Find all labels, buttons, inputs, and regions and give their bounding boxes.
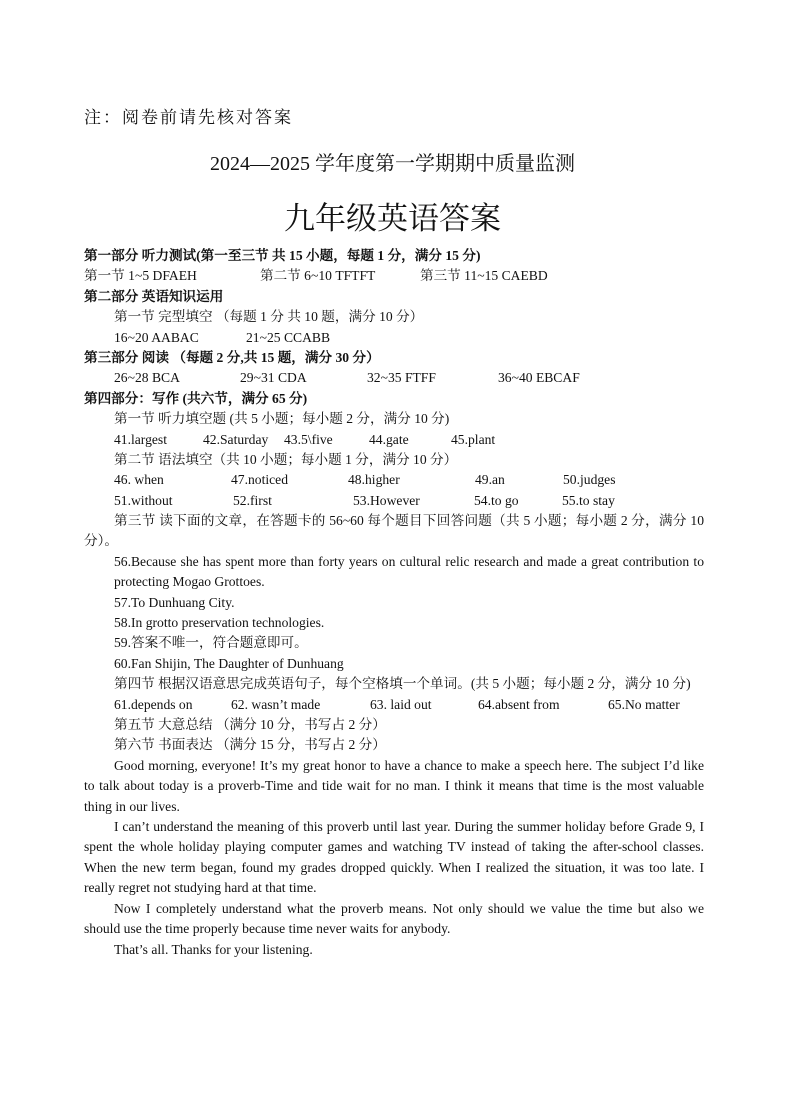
note-check-answers: 注：阅卷前请先核对答案: [84, 108, 293, 127]
essay-paragraph: I can’t understand the meaning of this proverb until last year. During the summer holiday before Grade 9, I spent the whole holiday playing computer games and watching TV instead of taking the after-school classes. When the new term began, found my grades dropped quickly. When I realized the situation, it was too late. I really regret not studying hard at that time.: [84, 819, 704, 896]
answer-48: 48.higher: [348, 472, 400, 488]
answer-51: 51.without: [114, 492, 173, 508]
part4-section3: 第三节 读下面的文章，在答题卡的 56~60 每个题目下回答问题（共 5 小题；每小题 2 分，满分 10 分）。: [84, 513, 704, 549]
part2-answer-16-20: 16~20 AABAC: [114, 329, 199, 345]
part3-answer: 36~40 EBCAF: [498, 370, 580, 386]
essay-paragraph: Good morning, everyone! It’s my great honor to have a chance to make a speech here. The subject I’d like to talk about today is a proverb-Time and tide wait for no man. I think it means that time is the most valuable thing in our lives.: [84, 757, 704, 814]
answer-43: 43.5\five: [284, 431, 333, 447]
answer-54: 54.to go: [474, 492, 519, 508]
answer-64: 64.absent from: [478, 696, 560, 712]
answer-65: 65.No matter: [608, 696, 680, 712]
answer-56: 56.Because she has spent more than forty years on cultural relic research and made a great contribution to protecting Mogao Grottoes.: [114, 553, 704, 590]
answer-42: 42.Saturday: [203, 431, 269, 447]
answer-content: [84, 246, 704, 960]
part4-section1: 第一节 听力填空题 (共 5 小题；每小题 2 分，满分 10 分): [114, 411, 450, 427]
answer-45: 45.plant: [451, 431, 496, 447]
essay-paragraph: That’s all. Thanks for your listening.: [114, 941, 313, 957]
part4-section4-answers: [84, 695, 704, 715]
part3-answer: 32~35 FTFF: [367, 370, 436, 386]
answer-52: 52.first: [233, 492, 272, 508]
part4-section5: 第五节 大意总结 （满分 10 分，书写占 2 分）: [114, 717, 386, 733]
part2-heading: 第二部分 英语知识运用: [84, 288, 224, 304]
answer-61: 61.depends on: [114, 696, 193, 712]
answer-60: 60.Fan Shijin, The Daughter of Dunhuang: [114, 655, 344, 671]
exam-subtitle: 2024—2025 学年度第一学期期中质量监测: [210, 153, 575, 175]
part1-answers: [84, 266, 704, 286]
part1-section2: 第二节 6~10 TFTFT: [260, 268, 376, 284]
answer-63: 63. laid out: [370, 696, 432, 712]
part2-section1: 第一节 完型填空 （每题 1 分 共 10 题，满分 10 分）: [114, 309, 424, 325]
answer-46: 46. when: [114, 472, 164, 488]
answer-49: 49.an: [475, 472, 505, 488]
answer-59: 59.答案不唯一，符合题意即可。: [114, 635, 308, 651]
part3-answers: [84, 368, 704, 388]
essay-paragraph: Now I completely understand what the proverb means. Not only should we value the time but also we should use the time properly because time never waits for anybody.: [84, 900, 704, 937]
part4-heading: 第四部分：写作 (共六节，满分 65 分): [84, 390, 308, 406]
part4-section4: 第四节 根据汉语意思完成英语句子，每个空格填一个单词。(共 5 小题；每小题 2 分，满分 10 分): [114, 676, 691, 692]
part1-section1: 第一节 1~5 DFAEH: [84, 268, 197, 284]
part4-section2: 第二节 语法填空（共 10 小题；每小题 1 分，满分 10 分）: [114, 451, 458, 467]
answer-50: 50.judges: [563, 472, 616, 488]
part3-answer: 26~28 BCA: [114, 370, 180, 386]
answer-47: 47.noticed: [231, 472, 289, 488]
answer-41: 41.largest: [114, 431, 167, 447]
answer-58: 58.In grotto preservation technologies.: [114, 615, 325, 631]
exam-title: 九年级英语答案: [284, 201, 501, 236]
part3-answer: 29~31 CDA: [240, 370, 307, 386]
part2-answers: [84, 328, 704, 348]
part4-section1-answers: [84, 430, 704, 450]
part3-heading: 第三部分 阅读 （每题 2 分,共 15 题，满分 30 分）: [84, 349, 380, 365]
answer-44: 44.gate: [369, 431, 409, 447]
answer-62: 62. wasn’t made: [231, 696, 321, 712]
answer-55: 55.to stay: [562, 492, 615, 508]
part4-section2-row2: [84, 491, 704, 511]
part4-section2-row1: [84, 470, 704, 490]
part2-answer-21-25: 21~25 CCABB: [246, 329, 331, 345]
answer-57: 57.To Dunhuang City.: [114, 594, 235, 610]
part1-heading: 第一部分 听力测试(第一至三节 共 15 小题，每题 1 分，满分 15 分): [84, 248, 481, 263]
part1-section3: 第三节 11~15 CAEBD: [420, 268, 548, 284]
part4-section6: 第六节 书面表达 （满分 15 分，书写占 2 分）: [114, 737, 386, 753]
answer-53: 53.However: [353, 492, 420, 508]
